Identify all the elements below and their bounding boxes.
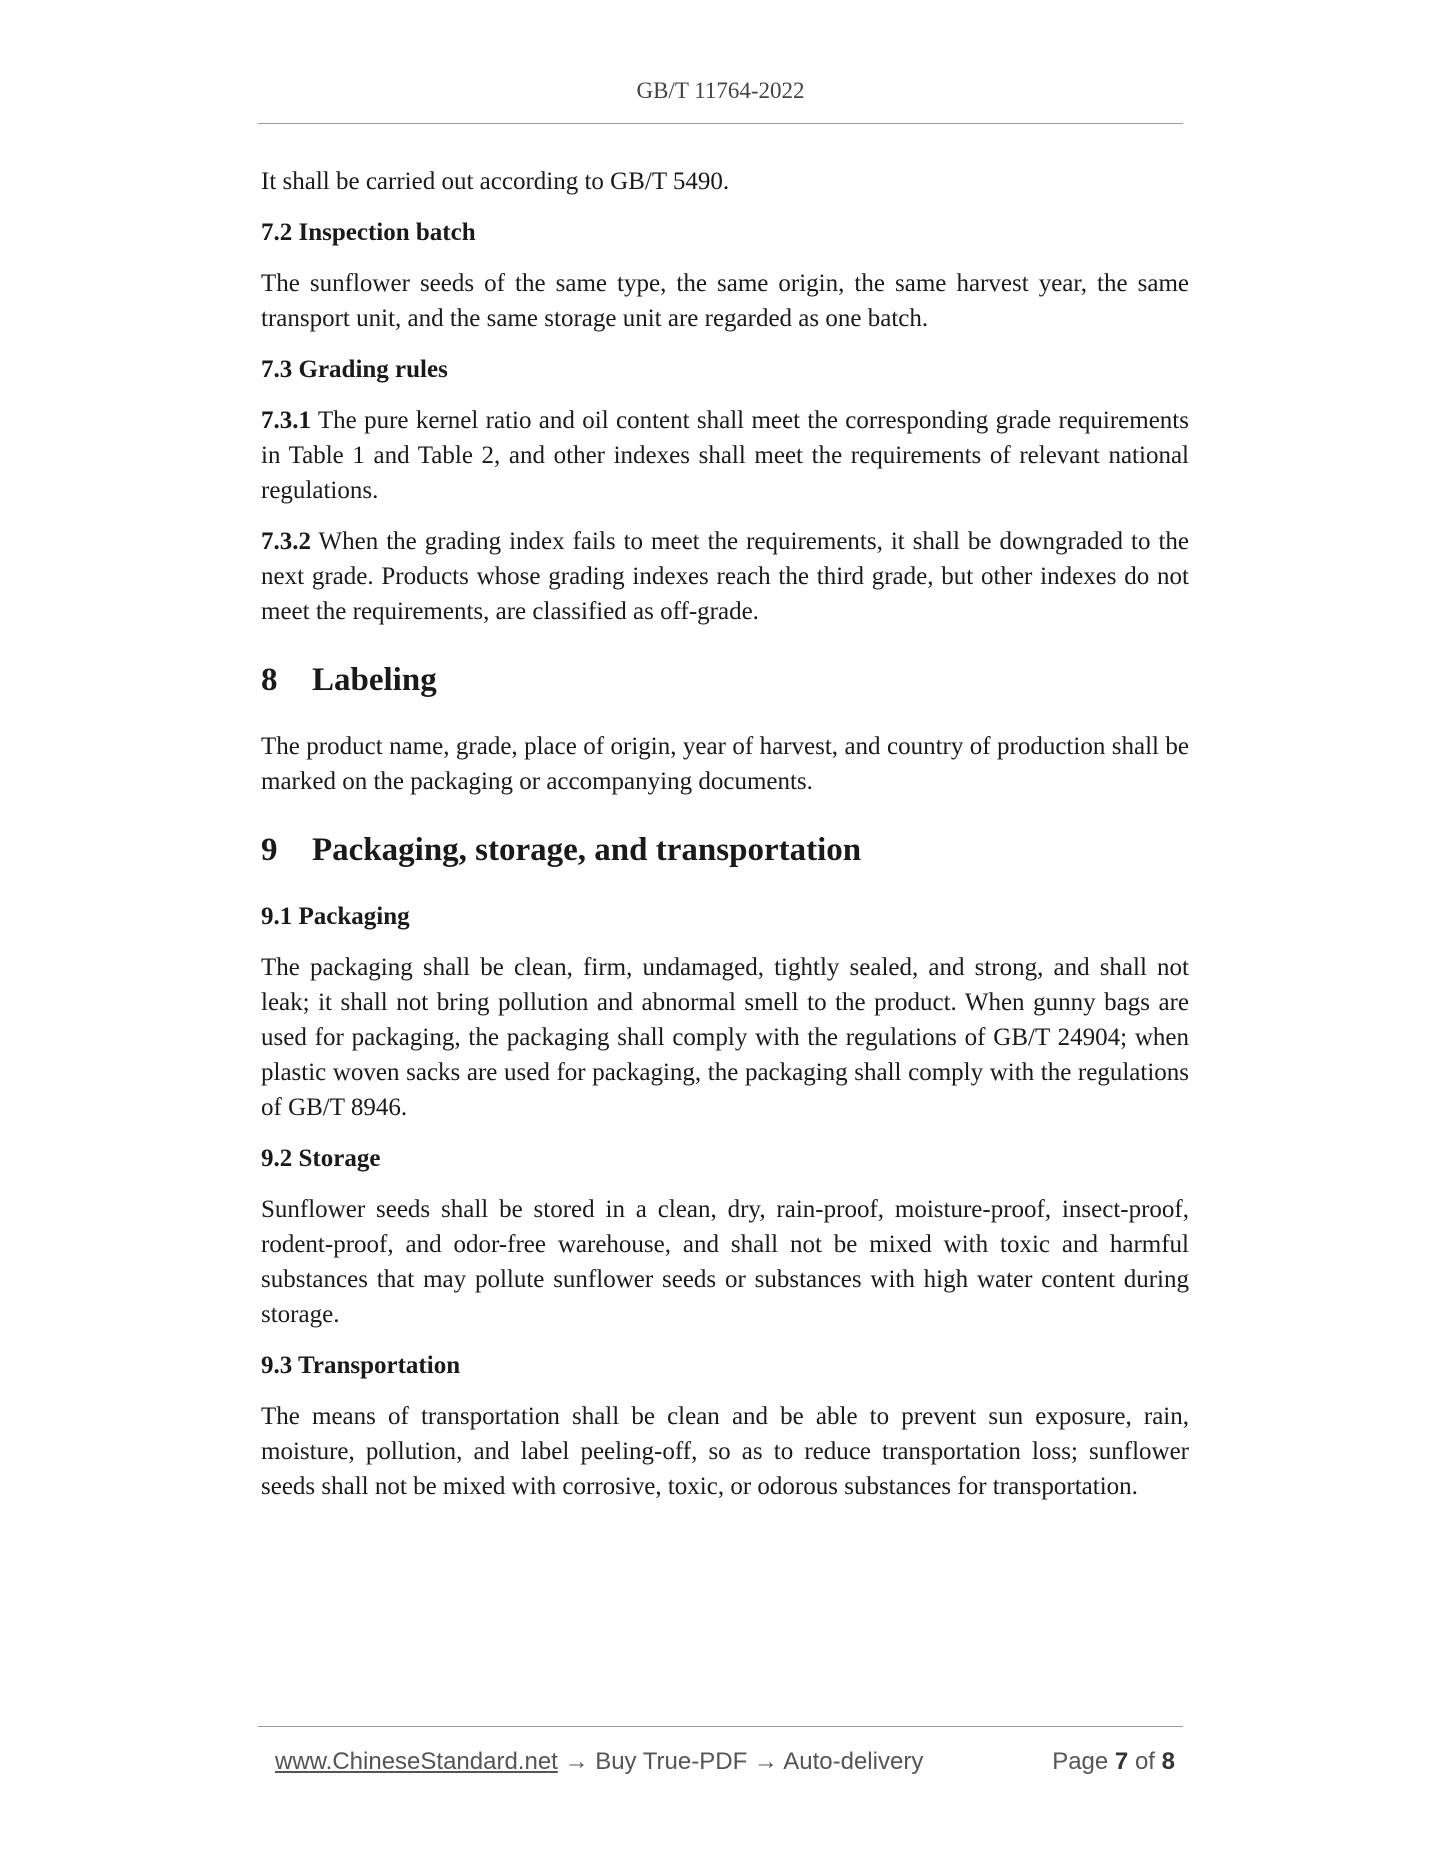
- heading-section-9: [261, 829, 1189, 871]
- heading-9-1: 9.1 Packaging: [261, 903, 410, 930]
- intro-paragraph: It shall be carried out according to GB/T 5490.: [261, 168, 730, 195]
- paragraph-8: The product name, grade, place of origin, year of harvest, and country of production shall be marked on the packaging or accompanying documents.: [261, 733, 1189, 795]
- arrow-right-icon: →: [564, 1748, 589, 1775]
- clause-number: 7.3.2: [261, 528, 311, 555]
- heading-7-2: 7.2 Inspection batch: [261, 219, 476, 246]
- heading-7-3: 7.3 Grading rules: [261, 356, 448, 383]
- section-title: Packaging, storage, and transportation: [312, 832, 862, 868]
- page-label: Page: [1052, 1748, 1109, 1775]
- heading-9-3: 9.3 Transportation: [261, 1352, 461, 1379]
- paragraph-9-3: The means of transportation shall be clean and be able to prevent sun exposure, rain, moisture, pollution, and label peeling-off, so as to reduce transportation loss; sunflower seeds shall not be mixed with corrosive, toxic, or odorous substances for transportation.: [261, 1403, 1189, 1500]
- clause-number: 7.3.1: [261, 407, 311, 434]
- paragraph-9-2: Sunflower seeds shall be stored in a clean, dry, rain-proof, moisture-proof, insect-proof, rodent-proof, and odor-free warehouse, and shall not be mixed with toxic and harmful substances that may pollute sunflower seeds or substances with high water content during storage.: [261, 1196, 1189, 1328]
- section-number: 9: [261, 832, 278, 868]
- page-total: 8: [1161, 1748, 1175, 1775]
- paragraph-7-3-1: [261, 403, 1189, 508]
- website-link[interactable]: www.ChineseStandard.net: [275, 1748, 558, 1775]
- page-indicator: [1052, 1748, 1175, 1776]
- heading-9-2: 9.2 Storage: [261, 1145, 381, 1172]
- page-number: 7: [1114, 1748, 1129, 1775]
- auto-delivery-text: Auto-delivery: [783, 1748, 924, 1775]
- paragraph-9-1: The packaging shall be clean, firm, undamaged, tightly sealed, and strong, and shall not leak; it shall not bring pollution and abnormal smell to the product. When gunny bags are used for packaging, the packaging shall comply with the regulations of GB/T 24904; when plastic woven sacks are used for packaging, the packaging shall comply with the regulations of GB/T 8946.: [261, 954, 1189, 1121]
- page-body: [261, 164, 1189, 1504]
- arrow-right-icon: →: [753, 1748, 778, 1775]
- page-footer: [275, 1748, 1175, 1776]
- heading-section-8: [261, 659, 1189, 701]
- section-number: 8: [261, 662, 278, 698]
- buy-link-text[interactable]: Buy True-PDF: [595, 1748, 748, 1775]
- of-label: of: [1134, 1748, 1155, 1775]
- paragraph-7-2: The sunflower seeds of the same type, the same origin, the same harvest year, the same transport unit, and the same storage unit are regarded as one batch.: [261, 270, 1189, 332]
- footer-divider: [258, 1726, 1183, 1727]
- clause-text: The pure kernel ratio and oil content shall meet the corresponding grade requirements in Table 1 and Table 2, and other indexes shall meet the requirements of relevant national regulations.: [261, 407, 1189, 504]
- section-title: Labeling: [312, 662, 437, 698]
- running-header: GB/T 11764-2022: [636, 78, 805, 103]
- clause-text: When the grading index fails to meet the requirements, it shall be downgraded to the next grade. Products whose grading indexes reach the third grade, but other indexes do not meet the requirements, are classified as off-grade.: [261, 528, 1189, 625]
- header-divider: [258, 123, 1183, 124]
- paragraph-7-3-2: [261, 524, 1189, 629]
